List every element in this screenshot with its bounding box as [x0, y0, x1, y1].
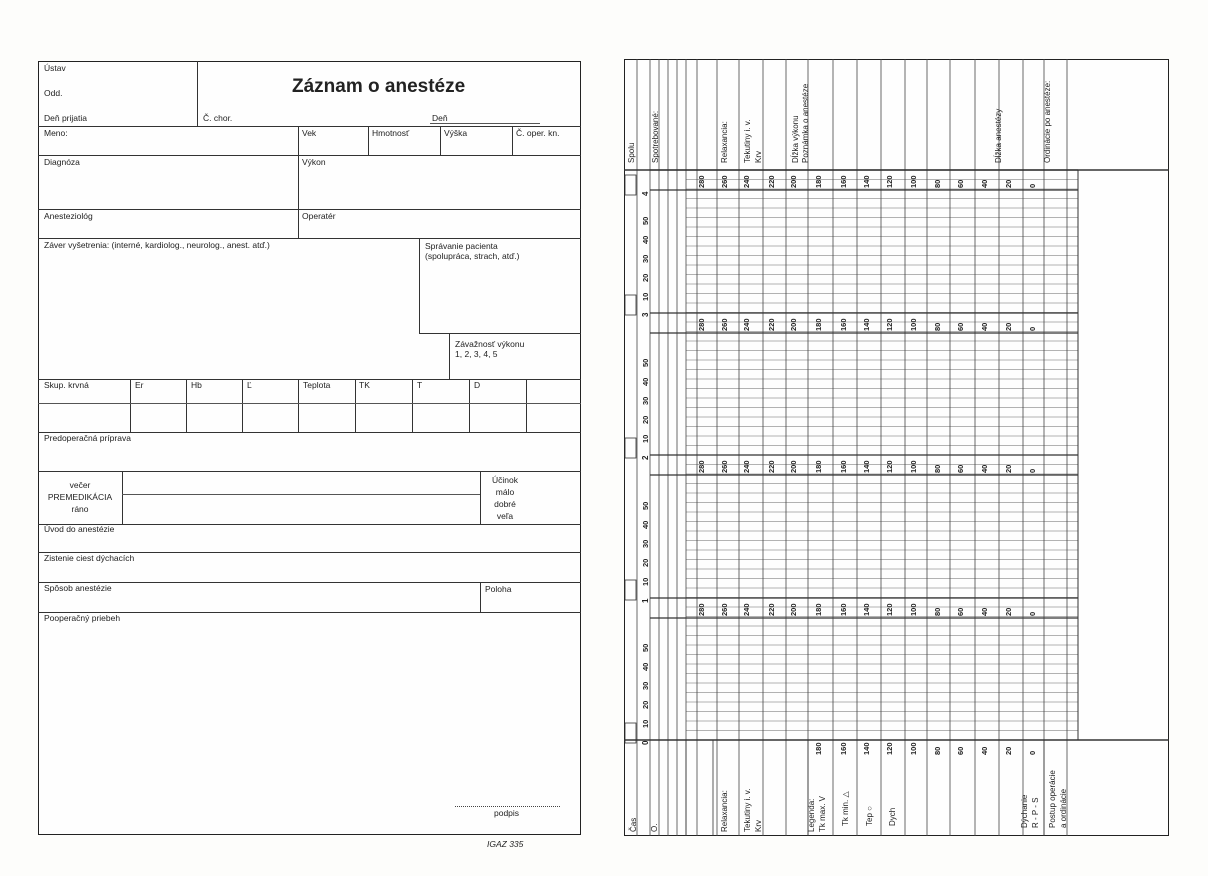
band-number: 60: [956, 607, 965, 616]
band-number: 20: [1004, 464, 1013, 473]
minute-label: 50: [641, 358, 650, 367]
minute-label: 30: [641, 539, 650, 548]
dychanie-label: Dýchanie: [1020, 794, 1029, 828]
lab-header-teplota: Teplota: [303, 380, 331, 390]
divider: [480, 582, 481, 612]
band-number: 100: [909, 460, 918, 473]
divider: [242, 379, 243, 433]
legend-number: 100: [909, 742, 918, 755]
band-number: 40: [980, 322, 989, 331]
divider: [469, 379, 470, 433]
meno-label: Meno:: [44, 128, 68, 138]
legend-number: 140: [862, 742, 871, 755]
band-number: 80: [933, 607, 942, 616]
divider: [526, 379, 527, 433]
left-page-sheet: [38, 61, 581, 835]
postup-operacie-label: Postup operácie: [1048, 770, 1057, 828]
tk-min-label: Tk min. △: [841, 791, 850, 826]
dychanie-rps-label: R - P - S: [1031, 797, 1040, 828]
band-number: 40: [980, 607, 989, 616]
band-number: 280: [697, 318, 706, 331]
band-number: 200: [789, 175, 798, 188]
band-number: 0: [1028, 611, 1037, 616]
band-number: 0: [1028, 183, 1037, 188]
minute-label: 10: [641, 719, 650, 728]
premedikacia-label: PREMEDIKÁCIA: [47, 492, 113, 502]
minute-label: 10: [641, 434, 650, 443]
ucinok-malo: málo: [495, 487, 515, 497]
legend-number: 80: [933, 746, 942, 755]
predoperacna-priprava-label: Predoperačná príprava: [44, 433, 131, 443]
den-underline: [430, 123, 540, 124]
krv-label: Krv: [754, 151, 763, 163]
minute-label: 50: [641, 216, 650, 225]
band-number: 200: [789, 318, 798, 331]
vek-label: Vek: [302, 128, 317, 138]
band-number: 180: [814, 318, 823, 331]
lab-header-tk: TK: [359, 380, 370, 390]
ordinacie-footer-label: a ordinácie: [1059, 788, 1068, 828]
vykon-label: Výkon: [302, 157, 326, 167]
divider: [130, 379, 131, 433]
band-number: 260: [720, 603, 729, 616]
hour-label: 0: [641, 740, 650, 745]
dlzka-vykonu-label: Dĺžka výkonu: [791, 115, 800, 163]
ucinok-vela: veľa: [496, 511, 514, 521]
ustav-label: Ústav: [44, 63, 66, 73]
den-label: Deň: [432, 113, 448, 123]
band-number: 160: [839, 175, 848, 188]
divider: [355, 379, 356, 433]
rano-label: ráno: [71, 504, 89, 514]
legend-number: 20: [1004, 746, 1013, 755]
divider: [440, 126, 441, 155]
minute-label: 20: [641, 558, 650, 567]
divider: [38, 238, 581, 239]
poznamka-label: Poznámka o anestéze: [801, 83, 810, 163]
divider: [512, 126, 513, 155]
divider: [38, 209, 581, 210]
band-number: 180: [814, 460, 823, 473]
cas-label: Čas: [629, 817, 638, 832]
legend-krv: Krv: [754, 820, 763, 832]
tk-max-label: Tk max. V: [818, 795, 827, 832]
hmotnost-label: Hmotnosť: [372, 128, 410, 138]
ucinok-label: Účinok: [492, 475, 518, 485]
band-number: 160: [839, 603, 848, 616]
pooperacny-priebeh-label: Pooperačný priebeh: [44, 613, 121, 623]
diagnoza-label: Diagnóza: [44, 157, 80, 167]
band-number: 140: [862, 460, 871, 473]
band-number: 220: [767, 175, 776, 188]
tekutiny-label: Tekutiny i. v.: [743, 119, 752, 163]
vyska-label: Výška: [444, 128, 468, 138]
divider: [38, 155, 581, 156]
spravanie-pacienta-note: (spolupráca, strach, atď.): [425, 251, 520, 261]
hour-label: 3: [641, 312, 650, 317]
legend-number: 180: [814, 742, 823, 755]
legend-number: 120: [885, 742, 894, 755]
zaver-vysetrenia-label: Záver vyšetrenia: (interné, kardiolog., neurolog., anest. atď.): [44, 240, 270, 250]
minute-label: 10: [641, 292, 650, 301]
band-number: 140: [862, 318, 871, 331]
band-number: 220: [767, 460, 776, 473]
band-number: 120: [885, 603, 894, 616]
minute-label: 40: [641, 235, 650, 244]
band-number: 280: [697, 603, 706, 616]
band-number: 160: [839, 460, 848, 473]
divider: [38, 524, 581, 525]
lab-header-hb: Hb: [191, 380, 202, 390]
minute-label: 30: [641, 396, 650, 405]
divider: [186, 379, 187, 433]
legenda-label: Legenda:: [807, 798, 816, 832]
band-number: 60: [956, 179, 965, 188]
legend-number: 0: [1028, 750, 1037, 755]
divider: [298, 126, 299, 155]
band-number: 80: [933, 179, 942, 188]
band-number: 20: [1004, 179, 1013, 188]
band-number: 40: [980, 464, 989, 473]
divider: [298, 379, 299, 433]
band-number: 240: [742, 460, 751, 473]
lab-header-d: D: [474, 380, 481, 390]
band-number: 240: [742, 175, 751, 188]
divider: [38, 403, 581, 404]
divider: [38, 126, 581, 127]
relaxancia-label: Relaxancia:: [720, 121, 729, 163]
o-label: O.: [650, 823, 659, 832]
hour-label: 2: [641, 455, 650, 460]
band-number: 280: [697, 175, 706, 188]
form-code: IGAZ 335: [487, 839, 524, 849]
minute-label: 30: [641, 254, 650, 263]
band-number: 280: [697, 460, 706, 473]
ordinacie-label: Ordinácie po anestéze:: [1043, 80, 1052, 163]
zistenie-ciest-label: Zistenie ciest dýchacích: [44, 553, 135, 563]
band-number: 60: [956, 464, 965, 473]
band-number: 120: [885, 460, 894, 473]
dlzka-anestezy-label: Dĺžka anestézy: [994, 108, 1003, 163]
legend-number: 60: [956, 746, 965, 755]
band-number: 140: [862, 175, 871, 188]
band-number: 120: [885, 318, 894, 331]
operater-label: Operatér: [302, 211, 336, 221]
minute-label: 40: [641, 662, 650, 671]
band-number: 100: [909, 318, 918, 331]
band-number: 180: [814, 603, 823, 616]
legend-number: 40: [980, 746, 989, 755]
band-number: 260: [720, 175, 729, 188]
band-number: 120: [885, 175, 894, 188]
band-number: 260: [720, 318, 729, 331]
divider: [197, 61, 198, 126]
band-number: 100: [909, 603, 918, 616]
band-number: 180: [814, 175, 823, 188]
minute-label: 50: [641, 501, 650, 510]
minute-label: 10: [641, 577, 650, 586]
legend-number: 160: [839, 742, 848, 755]
zavaznost-vykonu-label: Závažnosť výkonu: [455, 339, 525, 349]
vecer-label: večer: [69, 480, 91, 490]
band-number: 260: [720, 460, 729, 473]
band-number: 80: [933, 464, 942, 473]
spotrebovane-label: Spotrebované:: [651, 110, 660, 163]
page-title: Záznam o anestéze: [292, 76, 466, 97]
band-number: 220: [767, 318, 776, 331]
lab-header-t: T: [417, 380, 423, 390]
lab-header-krvna-skupina: Skup. krvná: [44, 380, 89, 390]
band-number: 240: [742, 603, 751, 616]
band-number: 140: [862, 603, 871, 616]
band-number: 20: [1004, 607, 1013, 616]
band-number: 200: [789, 603, 798, 616]
hour-label: 4: [641, 191, 650, 196]
divider: [449, 333, 450, 380]
den-prijatia-label: Deň prijatia: [44, 113, 87, 123]
band-number: 20: [1004, 322, 1013, 331]
hour-label: 1: [641, 598, 650, 603]
band-number: 40: [980, 179, 989, 188]
minute-label: 20: [641, 700, 650, 709]
minute-label: 20: [641, 273, 650, 282]
divider: [122, 494, 480, 495]
divider: [122, 471, 123, 524]
band-number: 160: [839, 318, 848, 331]
band-number: 60: [956, 322, 965, 331]
divider: [412, 379, 413, 433]
minute-label: 20: [641, 415, 650, 424]
poloha-label: Poloha: [485, 584, 512, 594]
lab-header-er: Er: [135, 380, 144, 390]
divider: [38, 582, 581, 583]
anesteziolog-label: Anesteziológ: [44, 211, 93, 221]
band-number: 220: [767, 603, 776, 616]
podpis-label: podpis: [494, 808, 520, 818]
zavaznost-vykonu-scale: 1, 2, 3, 4, 5: [455, 349, 498, 359]
tep-label: Tep ○: [865, 806, 874, 826]
lab-header-l: Ľ: [247, 380, 252, 390]
band-number: 80: [933, 322, 942, 331]
divider: [419, 333, 581, 334]
dych-label: Dych: [888, 807, 897, 826]
minute-label: 50: [641, 643, 650, 652]
legend-tekutiny: Tekutiny i. v.: [743, 788, 752, 832]
band-number: 0: [1028, 326, 1037, 331]
band-number: 200: [789, 460, 798, 473]
minute-label: 40: [641, 520, 650, 529]
divider: [368, 126, 369, 155]
cislo-oper-knihy-label: Č. oper. kn.: [516, 128, 560, 138]
band-number: 100: [909, 175, 918, 188]
divider: [419, 238, 420, 334]
minute-label: 30: [641, 681, 650, 690]
spravanie-pacienta-label: Správanie pacienta: [425, 241, 498, 251]
divider: [38, 471, 581, 472]
podpis-line: [455, 806, 560, 807]
cislo-chorobopisu-label: Č. chor.: [203, 113, 233, 123]
uvod-do-anestezie-label: Úvod do anestézie: [44, 524, 115, 534]
divider: [298, 155, 299, 238]
spolu-label: Spolu: [627, 142, 636, 163]
band-number: 240: [742, 318, 751, 331]
ucinok-dobre: dobré: [494, 499, 516, 509]
legend-relaxancia: Relaxancia:: [720, 790, 729, 832]
minute-label: 40: [641, 377, 650, 386]
band-number: 0: [1028, 468, 1037, 473]
oddelenie-label: Odd.: [44, 88, 63, 98]
sposob-anestezie-label: Spôsob anestézie: [44, 583, 112, 593]
